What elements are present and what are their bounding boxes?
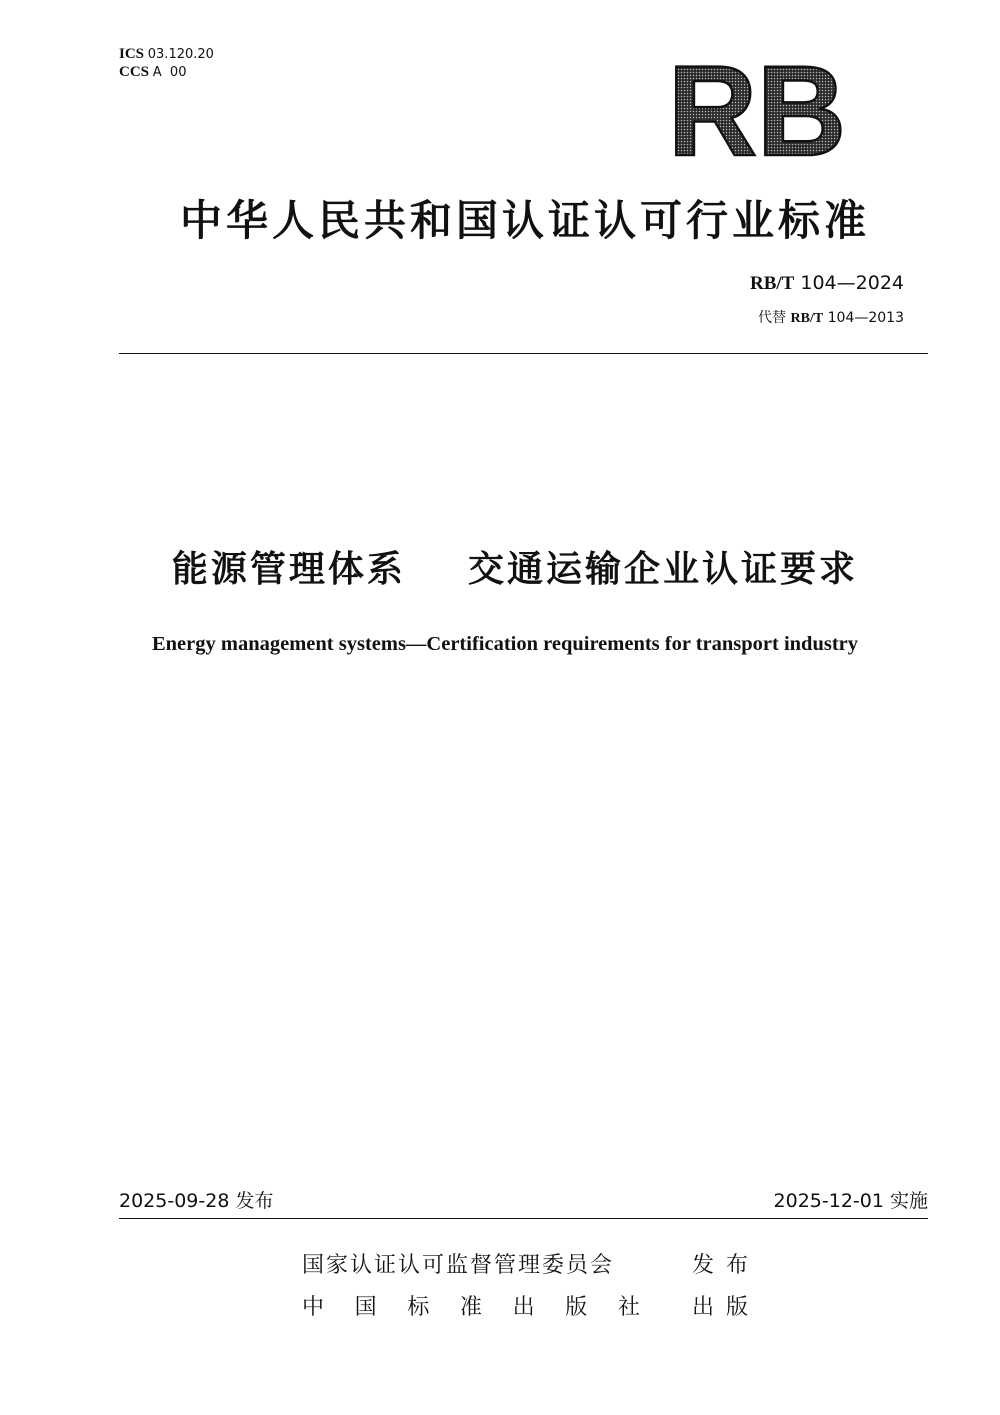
- ccs-code: [119, 64, 186, 81]
- document-title-chinese: 能源管理体系 交通运输企业认证要求: [171, 549, 859, 590]
- replaced-standard-value: 104—2013: [827, 310, 904, 326]
- rb-logo: [662, 50, 852, 162]
- ics-label: ICS: [119, 46, 145, 62]
- press-char: 准: [459, 1295, 484, 1320]
- press-char: 出: [512, 1295, 537, 1320]
- standard-number-prefix: RB/T: [749, 273, 795, 294]
- standard-number-value: 104—2024: [800, 272, 904, 294]
- publication-date: 2025-09-28 发布: [119, 1190, 274, 1212]
- publisher-name: 国家认证认可监督管理委员会: [302, 1253, 615, 1278]
- ccs-label: CCS: [119, 64, 150, 80]
- press-action: 出版: [692, 1295, 761, 1320]
- press-char: 版: [565, 1295, 590, 1320]
- implementation-date: 2025-12-01 实施: [773, 1190, 928, 1212]
- replaced-standard: [758, 307, 904, 327]
- svg-text:RB: RB: [668, 50, 846, 162]
- ccs-value: A 00: [152, 65, 187, 80]
- ics-code: [119, 46, 214, 63]
- replaces-word: 代替: [758, 310, 787, 326]
- press-name: [302, 1290, 642, 1321]
- top-divider: [119, 353, 928, 354]
- standard-number: [750, 272, 904, 295]
- press-char: 社: [617, 1295, 642, 1320]
- document-title-english: Energy management systems—Certification requirements for transport industry: [151, 633, 859, 655]
- standard-category-title: 中华人民共和国认证认可行业标准: [179, 196, 870, 245]
- ics-value: 03.120.20: [147, 47, 214, 62]
- press-char: 国: [354, 1295, 379, 1320]
- bottom-divider: [119, 1218, 928, 1219]
- replaced-standard-prefix: RB/T: [790, 311, 824, 326]
- press-char: 中: [302, 1295, 327, 1320]
- press-char: 标: [407, 1295, 432, 1320]
- publisher-action: 发布: [692, 1253, 761, 1278]
